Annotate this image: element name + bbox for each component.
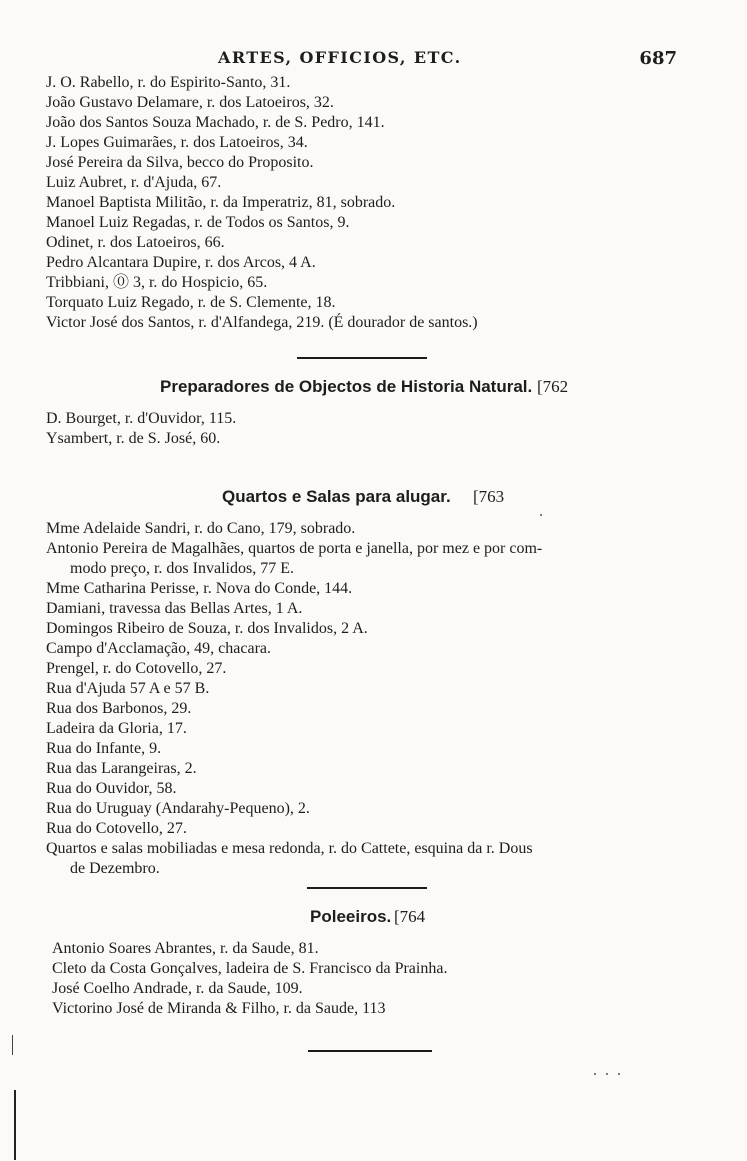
list-item: J. Lopes Guimarães, r. dos Latoeiros, 34. xyxy=(46,134,308,151)
heading-title: Quartos e Salas para alugar. xyxy=(222,487,451,506)
section-divider xyxy=(297,357,427,359)
heading-number: [764 xyxy=(394,907,426,926)
list-item: Mme Adelaide Sandri, r. do Cano, 179, sobrado. xyxy=(46,520,356,537)
running-head xyxy=(0,48,747,72)
list-item: Prengel, r. do Cotovello, 27. xyxy=(46,660,227,677)
list-item: Quartos e salas mobiliadas e mesa redonda, r. do Cattete, esquina da r. Dous xyxy=(46,840,533,857)
list-item: Victor José dos Santos, r. d'Alfandega, 219. (É dourador de santos.) xyxy=(46,314,478,331)
list-item: Damiani, travessa das Bellas Artes, 1 A. xyxy=(46,600,303,617)
list-item: Rua do Ouvidor, 58. xyxy=(46,780,177,797)
list-item: Rua d'Ajuda 57 A e 57 B. xyxy=(46,680,210,697)
list-item: Torquato Luiz Regado, r. de S. Clemente, 18. xyxy=(46,294,336,311)
list-item: J. O. Rabello, r. do Espirito-Santo, 31. xyxy=(46,74,291,91)
list-item: Ysambert, r. de S. José, 60. xyxy=(46,430,221,447)
list-item: modo preço, r. dos Invalidos, 77 E. xyxy=(70,560,294,577)
list-item: Luiz Aubret, r. d'Ajuda, 67. xyxy=(46,174,222,191)
section-divider xyxy=(308,1050,432,1052)
list-item: João dos Santos Souza Machado, r. de S. Pedro, 141. xyxy=(46,114,385,131)
list-item: D. Bourget, r. d'Ouvidor, 115. xyxy=(46,410,237,427)
list-item: Rua dos Barbonos, 29. xyxy=(46,700,192,717)
list-item: de Dezembro. xyxy=(70,860,160,877)
margin-mark xyxy=(14,1090,16,1160)
page-number: 687 xyxy=(639,48,677,69)
list-item: João Gustavo Delamare, r. dos Latoeiros, 32. xyxy=(46,94,334,111)
list-item: Rua das Larangeiras, 2. xyxy=(46,760,197,777)
list-item: Cleto da Costa Gonçalves, ladeira de S. Francisco da Prainha. xyxy=(52,960,448,977)
speck xyxy=(540,514,542,516)
list-item: Tribbiani, ⓪ 3, r. do Hospicio, 65. xyxy=(46,274,268,291)
list-item: Antonio Pereira de Magalhães, quartos de porta e janella, por mez e por com- xyxy=(46,540,543,557)
list-item: Manoel Luiz Regadas, r. de Todos os Santos, 9. xyxy=(46,214,350,231)
list-item: Rua do Infante, 9. xyxy=(46,740,162,757)
speck xyxy=(606,1073,608,1075)
list-item: Manoel Baptista Militão, r. da Imperatriz, 81, sobrado. xyxy=(46,194,396,211)
margin-mark xyxy=(12,1035,13,1055)
list-item: Antonio Soares Abrantes, r. da Saude, 81. xyxy=(52,940,319,957)
heading-number: [762 xyxy=(537,377,569,396)
list-item: José Pereira da Silva, becco do Proposito. xyxy=(46,154,314,171)
list-item: Domingos Ribeiro de Souza, r. dos Invalidos, 2 A. xyxy=(46,620,368,637)
heading-title: Poleeiros. xyxy=(310,907,392,926)
list-item: José Coelho Andrade, r. da Saude, 109. xyxy=(52,980,303,997)
list-item: Victorino José de Miranda & Filho, r. da Saude, 113 xyxy=(52,1000,386,1017)
section-divider xyxy=(307,887,427,889)
heading-title: Preparadores de Objectos de Historia Natural. xyxy=(160,377,533,396)
section-title: ARTES, OFFICIOS, ETC. xyxy=(218,48,462,67)
list-item: Pedro Alcantara Dupire, r. dos Arcos, 4 A. xyxy=(46,254,316,271)
list-item: Ladeira da Gloria, 17. xyxy=(46,720,187,737)
heading-number: [763 xyxy=(473,487,505,506)
list-item: Rua do Uruguay (Andarahy-Pequeno), 2. xyxy=(46,800,310,817)
speck xyxy=(618,1073,620,1075)
list-item: Odinet, r. dos Latoeiros, 66. xyxy=(46,234,225,251)
list-item: Rua do Cotovello, 27. xyxy=(46,820,187,837)
list-item: Mme Catharina Perisse, r. Nova do Conde, 144. xyxy=(46,580,353,597)
list-item: Campo d'Acclamação, 49, chacara. xyxy=(46,640,271,657)
speck xyxy=(594,1073,596,1075)
